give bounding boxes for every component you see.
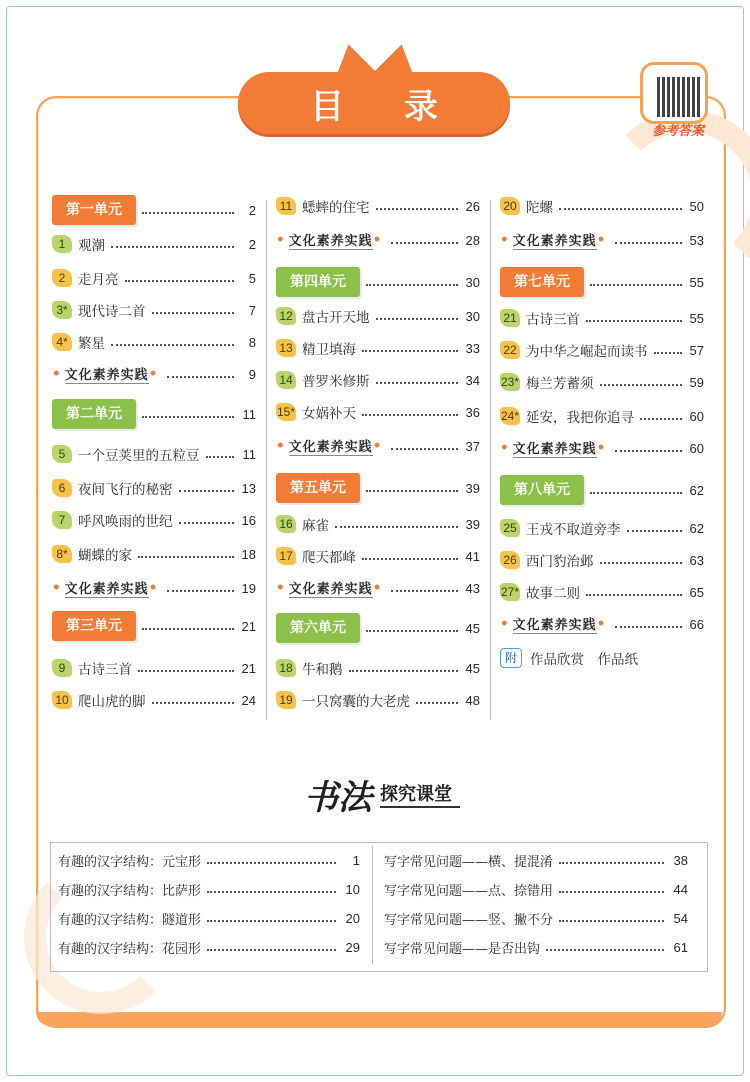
dot-leader xyxy=(559,891,664,893)
dot-leader xyxy=(366,284,458,286)
bullet-dot-icon: • xyxy=(148,580,158,596)
dot-leader xyxy=(167,376,234,378)
toc-entry[interactable] xyxy=(52,232,256,256)
page-number: 38 xyxy=(673,852,688,868)
toc-entry[interactable] xyxy=(52,266,256,290)
lesson-number-badge: 27* xyxy=(500,585,520,599)
toc-entry[interactable] xyxy=(500,516,704,540)
lesson-title: 王戎不取道旁李 xyxy=(526,522,621,538)
toc-entry[interactable] xyxy=(500,306,704,330)
page-number: 55 xyxy=(689,274,704,290)
dot-leader xyxy=(362,414,458,416)
page-number: 45 xyxy=(465,660,480,676)
page-number: 2 xyxy=(248,202,256,218)
dot-leader xyxy=(391,590,458,592)
lesson-title: 蟋蟀的住宅 xyxy=(302,200,370,216)
page-number: 5 xyxy=(248,270,256,286)
calligraphy-entry[interactable] xyxy=(58,906,360,930)
lesson-title: 古诗三首 xyxy=(526,312,580,328)
lesson-number-badge: 5 xyxy=(52,445,72,463)
calligraphy-entry[interactable] xyxy=(384,906,688,930)
lesson-title: 女娲补天 xyxy=(302,406,356,422)
calligraphy-entry-title: 写字常见问题——横、提混淆 xyxy=(384,854,554,870)
lesson-number-badge: 12 xyxy=(276,307,296,325)
page-number: 30 xyxy=(465,308,480,324)
calligraphy-entry-title: 有趣的汉字结构：隧道形 xyxy=(58,912,202,928)
page-number: 20 xyxy=(345,910,360,926)
qr-code-icon xyxy=(657,77,701,117)
dot-leader xyxy=(615,242,682,244)
page-number: 8 xyxy=(248,334,256,350)
dot-leader xyxy=(152,702,235,704)
frame-bottom-band xyxy=(36,1012,722,1026)
calligraphy-entry-title: 有趣的汉字结构：比萨形 xyxy=(58,883,202,899)
page-number: 44 xyxy=(673,881,688,897)
bullet-dot-icon: • xyxy=(500,232,509,248)
dot-leader xyxy=(546,949,664,951)
page-number: 65 xyxy=(689,584,704,600)
page-number: 10 xyxy=(345,881,360,897)
page-number: 16 xyxy=(241,512,256,528)
lesson-title: 延安，我把你追寻 xyxy=(526,410,634,426)
lesson-title: 夜间飞行的秘密 xyxy=(78,482,173,498)
page-number: 34 xyxy=(465,372,480,388)
lesson-title: 牛和鹅 xyxy=(302,662,343,678)
dot-leader xyxy=(590,492,682,494)
dot-leader xyxy=(600,384,683,386)
answer-qr-block[interactable] xyxy=(636,58,720,140)
toc-entry[interactable] xyxy=(276,304,480,328)
toc-entry[interactable] xyxy=(52,362,256,386)
toc-entry[interactable] xyxy=(500,370,704,394)
lesson-number-badge: 24* xyxy=(500,409,520,423)
toc-entry[interactable] xyxy=(500,646,704,670)
page-number: 29 xyxy=(345,939,360,955)
dot-leader xyxy=(138,556,234,558)
dot-leader xyxy=(179,522,235,524)
page-number: 36 xyxy=(465,404,480,420)
toc-entry[interactable] xyxy=(276,266,480,298)
toc-entry[interactable] xyxy=(52,330,256,354)
dot-leader xyxy=(362,350,458,352)
dot-leader xyxy=(640,418,682,420)
toc-entry[interactable] xyxy=(500,404,704,428)
bullet-dot-icon: • xyxy=(596,616,606,632)
calligraphy-underline xyxy=(380,806,460,808)
toc-entry[interactable] xyxy=(52,398,256,430)
lesson-number-badge: 15* xyxy=(276,405,296,419)
calligraphy-entry[interactable] xyxy=(384,848,688,872)
toc-entry[interactable] xyxy=(500,338,704,362)
unit-label: 第三单元 xyxy=(52,611,136,641)
page-number: 57 xyxy=(689,342,704,358)
toc-entry[interactable] xyxy=(276,576,480,600)
lesson-title: 现代诗二首 xyxy=(78,304,146,320)
lesson-title: 爬天都峰 xyxy=(302,550,356,566)
lesson-number-badge: 22 xyxy=(500,341,520,359)
page-number: 39 xyxy=(465,516,480,532)
dot-leader xyxy=(615,626,682,628)
dot-leader xyxy=(586,594,682,596)
bullet-dot-icon: • xyxy=(596,232,606,248)
unit-label: 第四单元 xyxy=(276,267,360,297)
culture-practice-label: 文化素养实践 xyxy=(513,614,597,634)
toc-entry[interactable] xyxy=(500,228,704,252)
page-number: 39 xyxy=(465,480,480,496)
page-number: 7 xyxy=(248,302,256,318)
culture-practice-label: 文化素养实践 xyxy=(289,578,373,598)
dot-leader xyxy=(600,562,683,564)
page-number: 60 xyxy=(689,408,704,424)
bullet-dot-icon: • xyxy=(276,232,285,248)
calligraphy-title-big: 书法 xyxy=(304,778,372,818)
lesson-number-badge: 6 xyxy=(52,479,72,497)
cat-frame-icon xyxy=(640,62,708,124)
lesson-number-badge: 16 xyxy=(276,515,296,533)
bullet-dot-icon: • xyxy=(372,232,382,248)
dot-leader xyxy=(559,862,664,864)
lesson-title: 呼风唤雨的世纪 xyxy=(78,514,173,530)
unit-label: 第七单元 xyxy=(500,267,584,297)
dot-leader xyxy=(142,416,234,418)
page-number: 54 xyxy=(673,910,688,926)
page-number: 45 xyxy=(465,620,480,636)
calligraphy-entry[interactable] xyxy=(384,877,688,901)
dot-leader xyxy=(167,590,234,592)
calligraphy-title-small: 探究课堂 xyxy=(380,784,452,805)
dot-leader xyxy=(125,280,235,282)
page-number: 13 xyxy=(241,480,256,496)
calligraphy-entry-title: 写字常见问题——是否出钩 xyxy=(384,941,541,957)
dot-leader xyxy=(376,382,459,384)
bullet-dot-icon: • xyxy=(500,440,509,456)
culture-practice-label: 文化素养实践 xyxy=(65,578,149,598)
dot-leader xyxy=(206,456,235,458)
page-number: 59 xyxy=(689,374,704,390)
dot-leader xyxy=(366,490,458,492)
lesson-title: 一个豆荚里的五粒豆 xyxy=(78,448,200,464)
page-number: 18 xyxy=(241,546,256,562)
toc-entry[interactable] xyxy=(276,688,480,712)
dot-leader xyxy=(586,320,682,322)
lesson-title: 故事二则 xyxy=(526,586,580,602)
dot-leader xyxy=(111,344,234,346)
lesson-title: 梅兰芳蓄须 xyxy=(526,376,594,392)
culture-practice-label: 文化素养实践 xyxy=(513,438,597,458)
toc-entry[interactable] xyxy=(52,298,256,322)
toc-entry[interactable] xyxy=(500,612,704,636)
calligraphy-entry[interactable] xyxy=(58,848,360,872)
page-number: 9 xyxy=(248,366,256,382)
toc-entry[interactable] xyxy=(52,688,256,712)
dot-leader xyxy=(207,862,336,864)
lesson-title: 观潮 xyxy=(78,238,105,254)
page-number: 21 xyxy=(241,618,256,634)
unit-label: 第六单元 xyxy=(276,613,360,643)
lesson-title: 西门豹治邺 xyxy=(526,554,594,570)
calligraphy-entry-title: 有趣的汉字结构：元宝形 xyxy=(58,854,202,870)
toc-entry[interactable] xyxy=(500,436,704,460)
toc-entry[interactable] xyxy=(276,368,480,392)
lesson-number-badge: 7 xyxy=(52,511,72,529)
dot-leader xyxy=(376,318,459,320)
page-number: 33 xyxy=(465,340,480,356)
dot-leader xyxy=(335,526,458,528)
page-number: 1 xyxy=(352,852,360,868)
bullet-dot-icon: • xyxy=(276,438,285,454)
dot-leader xyxy=(559,920,664,922)
page-number: 24 xyxy=(241,692,256,708)
page-number: 62 xyxy=(689,520,704,536)
dot-leader xyxy=(362,558,458,560)
page-number: 48 xyxy=(465,692,480,708)
culture-practice-label: 文化素养实践 xyxy=(289,436,373,456)
qr-label: 参考答案 xyxy=(651,124,704,139)
calligraphy-entry-title: 写字常见问题——竖、撇不分 xyxy=(384,912,554,928)
calligraphy-entry-title: 有趣的汉字结构：花园形 xyxy=(58,941,202,957)
toc-entry[interactable] xyxy=(52,656,256,680)
calligraphy-divider xyxy=(372,846,373,964)
lesson-number-badge: 21 xyxy=(500,309,520,327)
page-number: 2 xyxy=(248,236,256,252)
page-number: 66 xyxy=(689,616,704,632)
lesson-number-badge: 18 xyxy=(276,659,296,677)
lesson-number-badge: 3* xyxy=(52,301,72,319)
dot-leader xyxy=(391,242,458,244)
lesson-number-badge: 1 xyxy=(52,235,72,253)
toc-entry[interactable] xyxy=(52,508,256,532)
bullet-dot-icon: • xyxy=(52,366,61,382)
toc-entry[interactable] xyxy=(500,580,704,604)
toc-entry[interactable] xyxy=(276,400,480,424)
appendix-title: 作品欣赏 作品纸 xyxy=(530,652,638,668)
lesson-number-badge: 2 xyxy=(52,269,72,287)
page-number: 41 xyxy=(465,548,480,564)
lesson-title: 普罗米修斯 xyxy=(302,374,370,390)
toc-entry[interactable] xyxy=(500,194,704,218)
dot-leader xyxy=(416,702,458,704)
dot-leader xyxy=(654,352,683,354)
lesson-number-badge: 4* xyxy=(52,333,72,351)
toc-entry[interactable] xyxy=(276,434,480,458)
lesson-title: 古诗三首 xyxy=(78,662,132,678)
lesson-number-badge: 10 xyxy=(52,691,72,709)
bullet-dot-icon: • xyxy=(372,580,382,596)
toc-entry[interactable] xyxy=(52,542,256,566)
page-number: 63 xyxy=(689,552,704,568)
page-number: 21 xyxy=(241,660,256,676)
lesson-number-badge: 11 xyxy=(276,197,296,215)
calligraphy-entry[interactable] xyxy=(384,935,688,959)
toc-entry[interactable] xyxy=(500,266,704,298)
page-number: 19 xyxy=(241,580,256,596)
dot-leader xyxy=(111,246,234,248)
toc-entry[interactable] xyxy=(500,548,704,572)
lesson-title: 陀螺 xyxy=(526,200,553,216)
lesson-number-badge: 26 xyxy=(500,551,520,569)
page-number: 61 xyxy=(673,939,688,955)
toc-entry[interactable] xyxy=(276,656,480,680)
lesson-title: 一只窝囊的大老虎 xyxy=(302,694,410,710)
unit-label: 第五单元 xyxy=(276,473,360,503)
page-number: 11 xyxy=(242,446,256,462)
page-title-badge xyxy=(238,72,510,134)
page-number: 50 xyxy=(689,198,704,214)
dot-leader xyxy=(627,530,683,532)
culture-practice-label: 文化素养实践 xyxy=(289,230,373,250)
column-divider xyxy=(490,200,491,720)
bullet-dot-icon: • xyxy=(500,616,509,632)
page-number: 55 xyxy=(689,310,704,326)
appendix-tag: 附 xyxy=(500,648,522,668)
toc-entry[interactable] xyxy=(52,442,256,466)
lesson-number-badge: 9 xyxy=(52,659,72,677)
lesson-title: 盘古开天地 xyxy=(302,310,370,326)
toc-entry[interactable] xyxy=(276,612,480,644)
toc-entry[interactable] xyxy=(52,576,256,600)
toc-entry[interactable] xyxy=(52,610,256,642)
page-number: 53 xyxy=(689,232,704,248)
bullet-dot-icon: • xyxy=(52,580,61,596)
unit-label: 第一单元 xyxy=(52,195,136,225)
toc-entry[interactable] xyxy=(276,512,480,536)
lesson-number-badge: 14 xyxy=(276,371,296,389)
bullet-dot-icon: • xyxy=(596,440,606,456)
lesson-title: 走月亮 xyxy=(78,272,119,288)
dot-leader xyxy=(366,630,458,632)
page-number: 62 xyxy=(689,482,704,498)
calligraphy-entry[interactable] xyxy=(58,935,360,959)
page-number: 26 xyxy=(465,198,480,214)
dot-leader xyxy=(138,670,234,672)
dot-leader xyxy=(376,208,459,210)
page-number: 28 xyxy=(465,232,480,248)
lesson-title: 麻雀 xyxy=(302,518,329,534)
dot-leader xyxy=(142,212,234,214)
calligraphy-entry-title: 写字常见问题——点、捺错用 xyxy=(384,883,554,899)
lesson-title: 精卫填海 xyxy=(302,342,356,358)
toc-entry[interactable] xyxy=(276,228,480,252)
toc-entry[interactable] xyxy=(276,544,480,568)
culture-practice-label: 文化素养实践 xyxy=(513,230,597,250)
lesson-title: 爬山虎的脚 xyxy=(78,694,146,710)
calligraphy-heading xyxy=(300,770,470,820)
bullet-dot-icon: • xyxy=(276,580,285,596)
lesson-title: 为中华之崛起而读书 xyxy=(526,344,648,360)
lesson-number-badge: 20 xyxy=(500,197,520,215)
dot-leader xyxy=(590,284,682,286)
lesson-number-badge: 13 xyxy=(276,339,296,357)
lesson-title: 繁星 xyxy=(78,336,105,352)
page-title: 目 录 xyxy=(310,86,462,127)
dot-leader xyxy=(152,312,235,314)
lesson-number-badge: 17 xyxy=(276,547,296,565)
lesson-number-badge: 25 xyxy=(500,519,520,537)
page-number: 30 xyxy=(465,274,480,290)
dot-leader xyxy=(207,949,336,951)
dot-leader xyxy=(349,670,459,672)
lesson-title: 蝴蝶的家 xyxy=(78,548,132,564)
lesson-number-badge: 23* xyxy=(500,375,520,389)
unit-label: 第二单元 xyxy=(52,399,136,429)
dot-leader xyxy=(179,490,235,492)
unit-label: 第八单元 xyxy=(500,475,584,505)
dot-leader xyxy=(207,891,336,893)
toc-entry[interactable] xyxy=(276,336,480,360)
lesson-number-badge: 8* xyxy=(52,545,72,563)
toc-entry[interactable] xyxy=(276,194,480,218)
dot-leader xyxy=(142,628,234,630)
toc-entry[interactable] xyxy=(500,474,704,506)
dot-leader xyxy=(391,448,458,450)
toc-entry[interactable] xyxy=(52,194,256,226)
dot-leader xyxy=(559,208,682,210)
page-number: 37 xyxy=(465,438,480,454)
lesson-number-badge: 19 xyxy=(276,691,296,709)
toc-entry[interactable] xyxy=(52,476,256,500)
culture-practice-label: 文化素养实践 xyxy=(65,364,149,384)
page-number: 43 xyxy=(465,580,480,596)
dot-leader xyxy=(615,450,682,452)
column-divider xyxy=(266,200,267,720)
page-number: 60 xyxy=(689,440,704,456)
dot-leader xyxy=(207,920,336,922)
bullet-dot-icon: • xyxy=(148,366,158,382)
calligraphy-entry[interactable] xyxy=(58,877,360,901)
bullet-dot-icon: • xyxy=(372,438,382,454)
toc-entry[interactable] xyxy=(276,472,480,504)
page-number: 11 xyxy=(242,406,256,422)
